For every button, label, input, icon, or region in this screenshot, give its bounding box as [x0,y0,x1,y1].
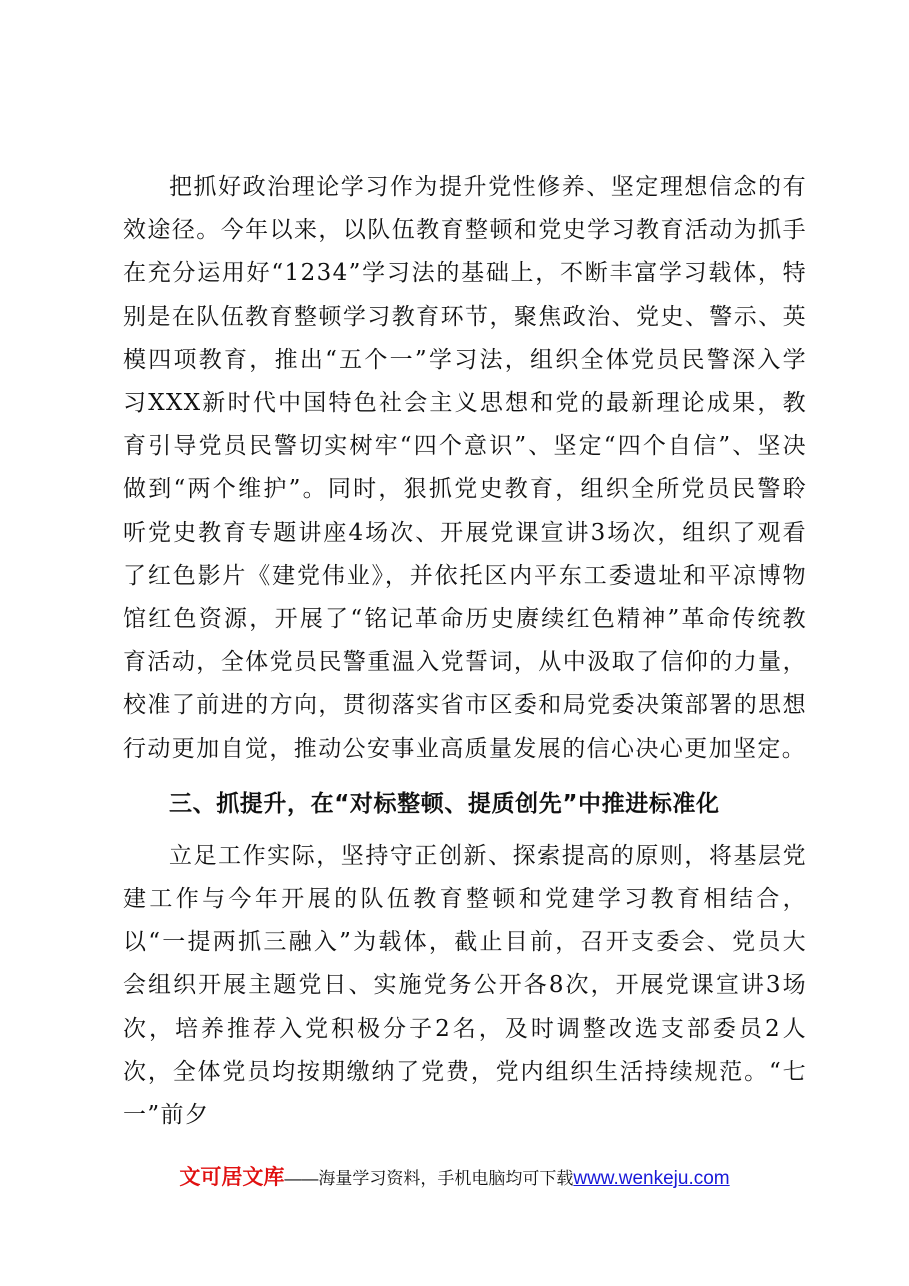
footer-brand: 文可居文库 [179,1166,285,1189]
section-heading: 三、抓提升，在“对标整顿、提质创先”中推进标准化 [169,790,720,817]
footer-banner [0,1165,909,1192]
footer-slogan: ——海量学习资料，手机电脑均可下载 [284,1169,574,1188]
footer-link[interactable]: www.wenkeju.com [573,1168,730,1189]
body-paragraph: 把抓好政治理论学习作为提升党性修养、坚定理想信念的有效途径。今年以来，以队伍教育整顿和党史学习教育活动为抓手在充分运用好“1234”学习法的基础上，不断丰富学习载体，特别是在队伍教育整顿学习教育环节，聚焦政治、党史、警示、英模四项教育，推出“五个一”学习法，组织全体党员民警深入学习XXX新时代中国特色社会主义思想和党的最新理论成果，教育引导党员民警切实树牢“四个意识”、坚定“四个自信”、坚决做到“两个维护”。同时，狠抓党史教育，组织全所党员民警聆听党史教育专题讲座4场次、开展党课宣讲3场次，组织了观看了红色影片《建党伟业》，并依托区内平东工委遗址和平凉博物馆红色资源，开展了“铭记革命历史赓续红色精神”革命传统教育活动，全体党员民警重温入党誓词，从中汲取了信仰的力量，校准了前进的方向，贯彻落实省市区委和局党委决策部署的思想行动更加自觉，推动公安事业高质量发展的信心决心更加坚定。 [123,174,807,762]
body-paragraph: 立足工作实际，坚持守正创新、探索提高的原则，将基层党建工作与今年开展的队伍教育整顿和党建学习教育相结合，以“一提两抓三融入”为载体，截止目前，召开支委会、党员大会组织开展主题党日、实施党务公开各8次，开展党课宣讲3场次，培养推荐入党积极分子2名，及时调整改选支部委员2人次，全体党员均按期缴纳了党费，党内组织生活持续规范。“七一”前夕 [123,842,807,1129]
document-body [123,166,807,1137]
